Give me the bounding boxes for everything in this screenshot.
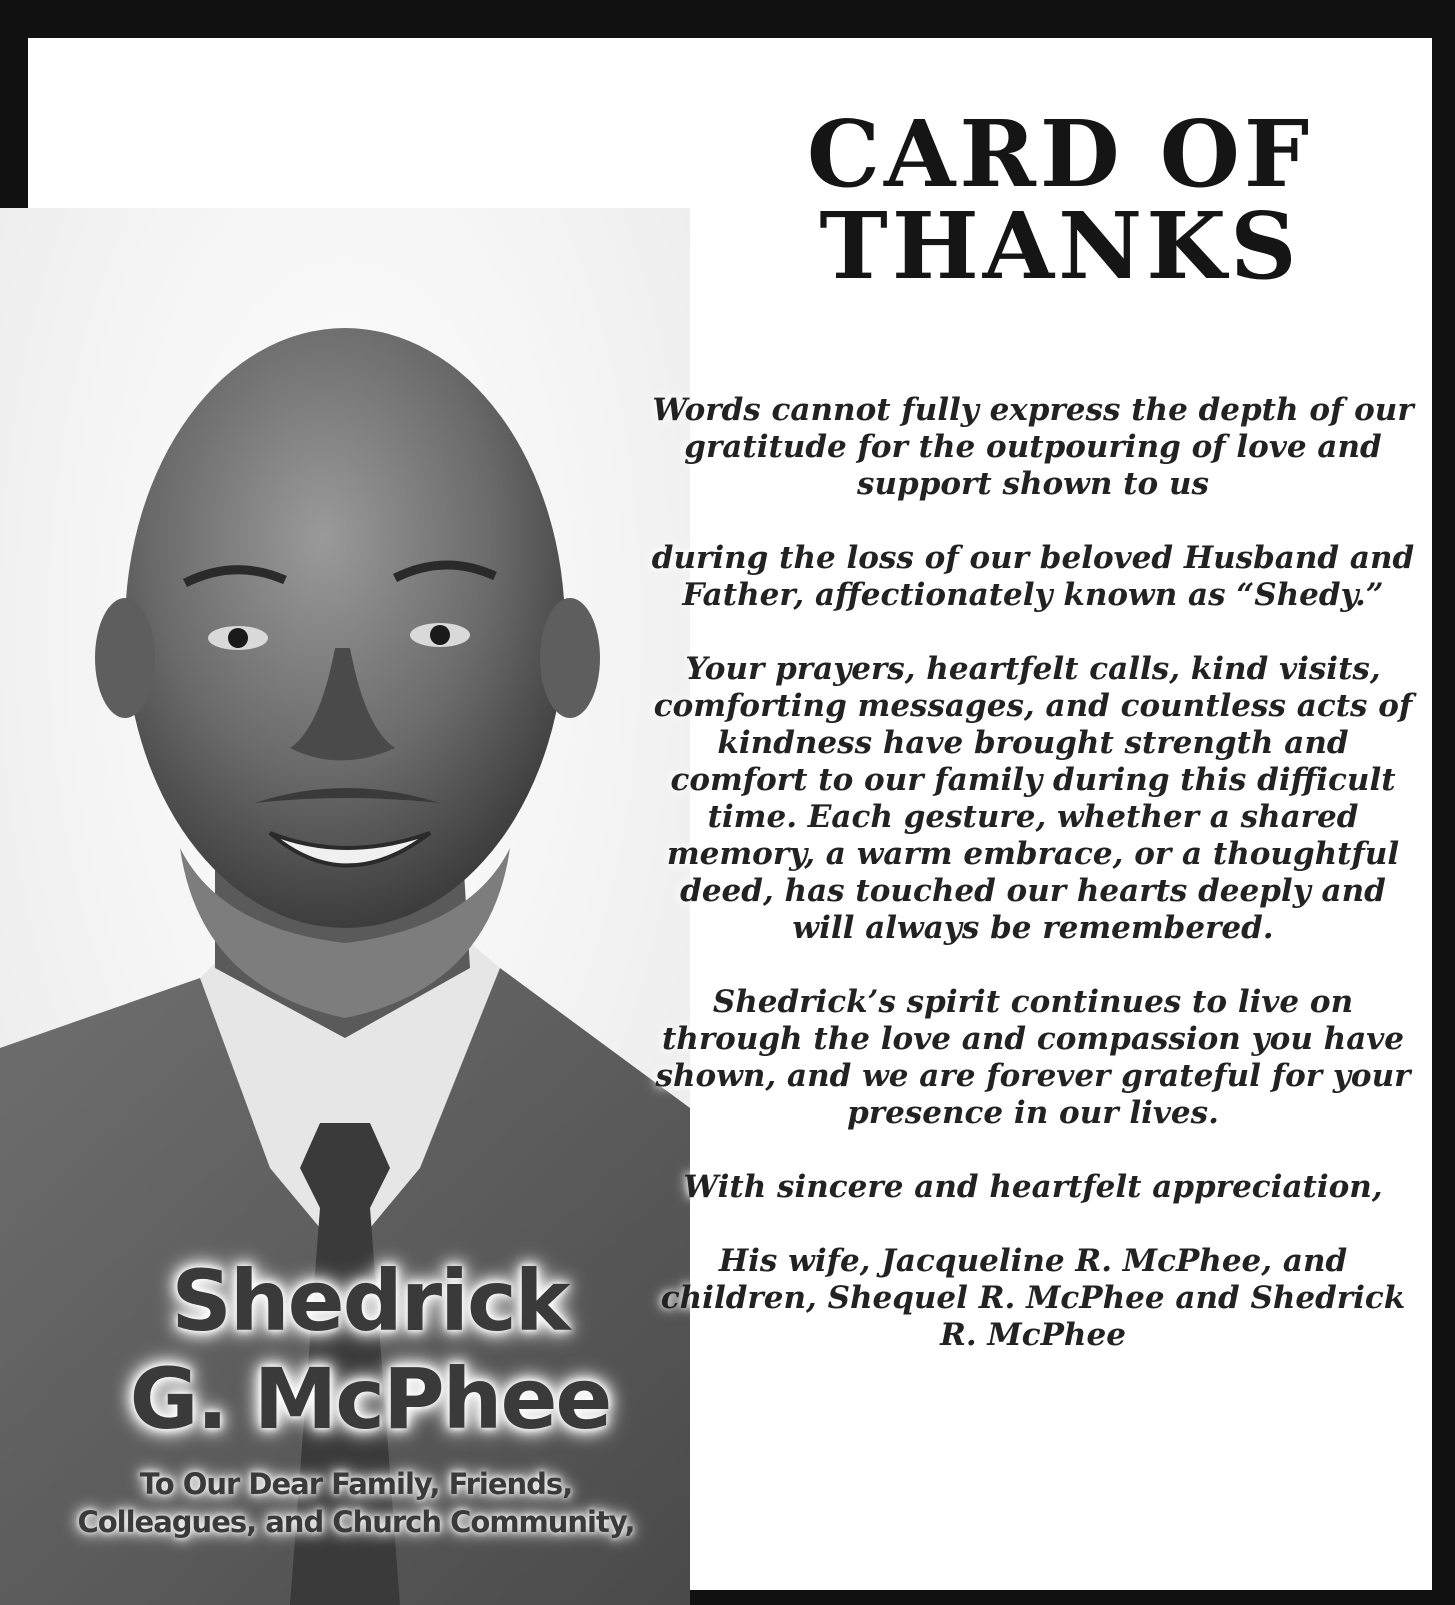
card-title	[700, 100, 1420, 300]
message-paragraph: Shedrick’s spirit continues to live on through the love and compassion you have shown, and we are forever grateful for your presence in our lives.	[655, 984, 1411, 1131]
message-body	[648, 392, 1418, 1391]
name-line-2: G. McPhee	[129, 1350, 611, 1448]
title-line-2: THANKS	[819, 192, 1301, 300]
title-line-1: CARD OF	[806, 100, 1314, 208]
family-signature: His wife, Jacqueline R. McPhee, and children, Shequel R. McPhee and Shedrick R. McPhee	[660, 1243, 1406, 1353]
salutation-line-1: To Our Dear Family, Friends,	[139, 1467, 573, 1501]
message-paragraph: Your prayers, heartfelt calls, kind visits, comforting messages, and countless acts of kindness have brought strength and comfort to our family during this difficult time. Each gesture, whether a shared memory, a warm embrace, or a thoughtful deed, has touched our hearts deeply and will always be remembered.	[653, 651, 1413, 946]
deceased-name	[80, 1252, 660, 1448]
salutation-line-2: Colleagues, and Church Community,	[77, 1505, 635, 1539]
black-border-corner	[0, 0, 28, 208]
message-paragraph: during the loss of our beloved Husband and Father, affectionately known as “Shedy.”	[651, 540, 1415, 613]
name-line-1: Shedrick	[171, 1252, 569, 1350]
closing-line: With sincere and heartfelt appreciation,	[683, 1169, 1383, 1205]
salutation	[16, 1465, 696, 1541]
message-paragraph: Words cannot fully express the depth of our gratitude for the outpouring of love and support shown to us	[652, 392, 1414, 502]
